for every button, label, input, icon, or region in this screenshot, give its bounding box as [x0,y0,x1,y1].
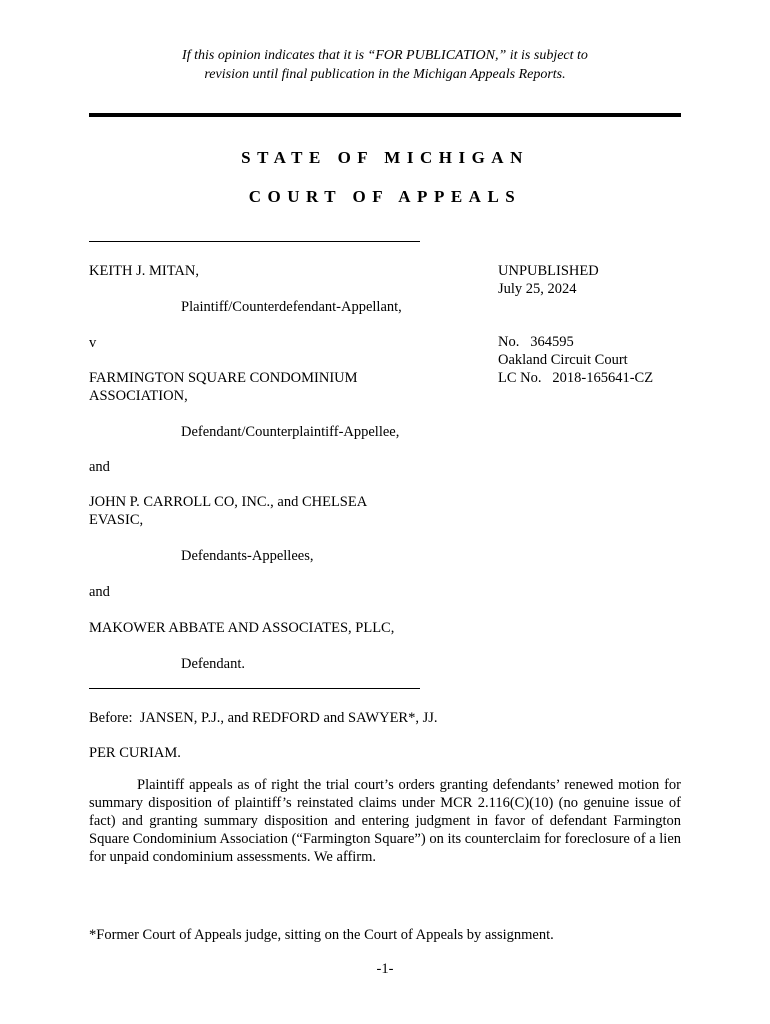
notice-line-1: If this opinion indicates that it is “FOR PUBLICATION,” it is subject to [182,48,588,63]
panel-line [89,709,438,727]
panel-and: and [319,710,349,726]
header-rule [89,113,681,117]
per-initial: P [89,745,98,761]
versus: v [89,335,97,351]
defendant2-name-line1: JOHN P. CARROLL CO, INC., and CHELSEA [89,494,368,510]
docket-number: No. 364595 [498,334,574,350]
page-number: -1- [376,961,394,977]
judge-redford-initial: R [252,710,262,726]
presiding-judge-suffix: , P.J., and [193,710,253,726]
caption-top-rule [89,241,420,242]
lower-court: Oakland Circuit Court [498,352,628,368]
judge-redford-rest: EDFORD [261,710,320,726]
caption-bottom-rule [89,688,420,689]
per-rest: ER [97,745,120,761]
defendant1-name-line1: FARMINGTON SQUARE CONDOMINIUM [89,370,358,386]
judge-sawyer-rest: AWYER [356,710,409,726]
and-2: and [89,584,110,600]
per-curiam-period: . [177,745,181,761]
judges-suffix: *, JJ. [408,710,438,726]
plaintiff-role: Plaintiff/Counterdefendant-Appellant, [181,299,402,315]
footnote: *Former Court of Appeals judge, sitting on the Court of Appeals by assignment. [89,927,554,943]
curiam-rest: URIAM [128,745,178,761]
judge-jansen-rest: ANSEN [145,710,194,726]
judge-jansen-initial: J [139,710,146,726]
publication-status: UNPUBLISHED [498,263,599,279]
notice-line-2: revision until final publication in the Michigan Appeals Reports. [204,67,566,82]
defendant1-role: Defendant/Counterplaintiff-Appellee, [181,424,400,440]
defendant3-name: MAKOWER ABBATE AND ASSOCIATES, PLLC, [89,620,395,636]
state-heading: STATE OF MICHIGAN [241,148,529,167]
judge-sawyer-initial: S [348,710,357,726]
and-1: and [89,459,110,475]
court-heading: COURT OF APPEALS [248,187,522,206]
plaintiff-name: KEITH J. MITAN, [89,263,199,279]
defendant2-role: Defendants-Appellees, [181,548,314,564]
defendant3-role: Defendant. [181,656,246,672]
opinion-paragraph: Plaintiff appeals as of right the trial court’s orders granting defendants’ renewed motion for summary disposition of plaintiff’s reinstated claims under MCR 2.116(C)(10) (no genuine issue of fact) and granting summary disposition and entering judgment in favor of defendant Farmington Square Condominium Association (“Farmington Square”) on its counterclaim for foreclosure of a lien for unpaid condominium assessments. We affirm. [89,777,681,865]
before-label: Before: [89,710,140,726]
publication-notice [0,46,770,84]
defendant1-name-line2: ASSOCIATION, [89,388,188,404]
decision-date: July 25, 2024 [498,281,577,297]
per-curiam [89,744,181,762]
curiam-initial: C [119,745,129,761]
lower-court-number: LC No. 2018-165641-CZ [498,370,654,386]
defendant2-name-line2: EVASIC, [89,512,144,528]
